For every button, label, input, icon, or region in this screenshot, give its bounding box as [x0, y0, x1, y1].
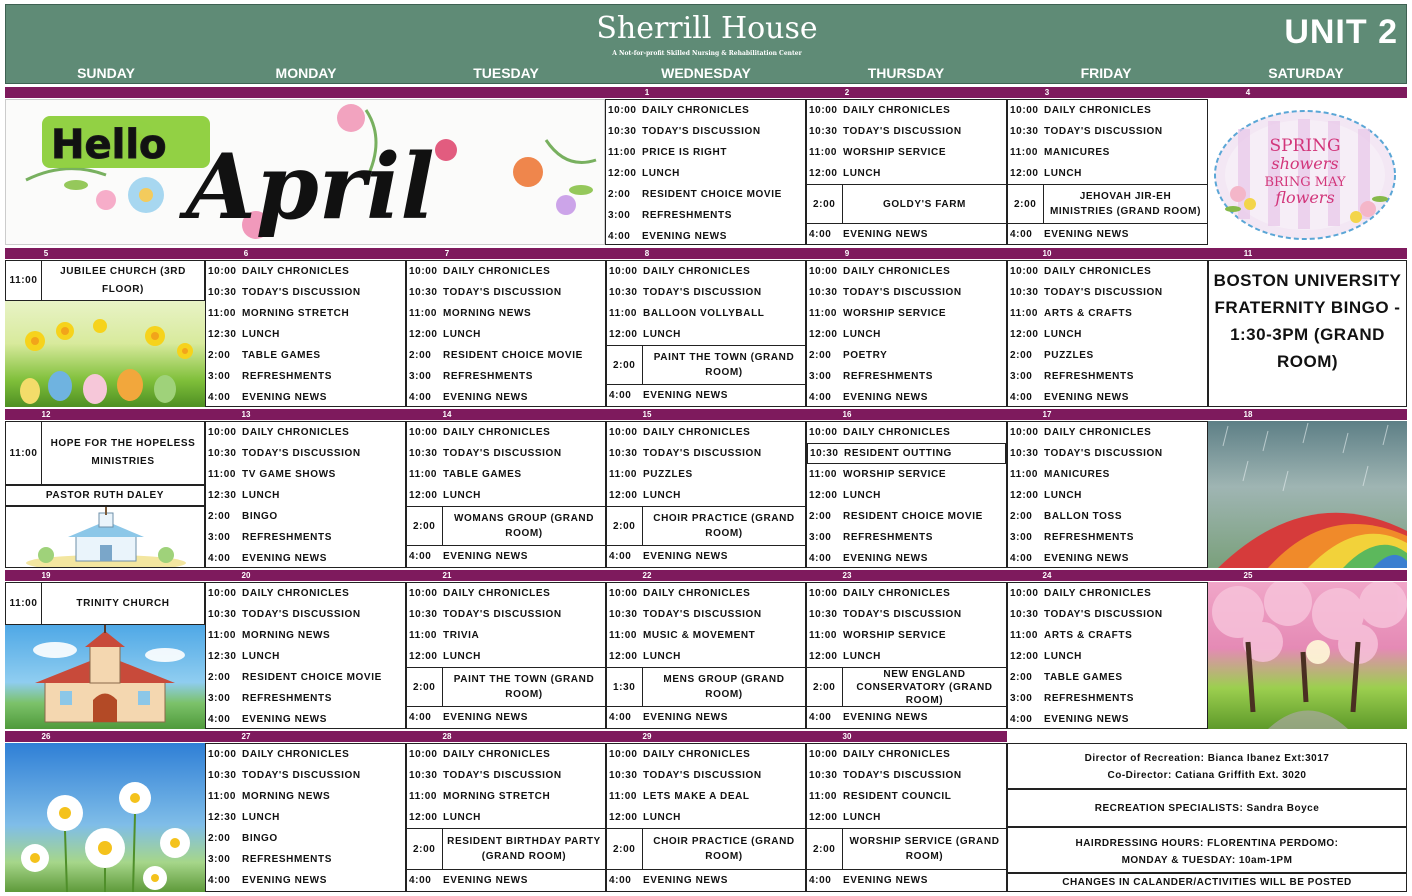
activity-row: 11:00 LETS MAKE A DEAL: [609, 791, 750, 802]
activity-row: 10:00 DAILY CHRONICLES: [409, 749, 551, 760]
activity-row: 4:00 EVENING NEWS: [809, 553, 928, 564]
day-header-sunday: SUNDAY: [77, 65, 135, 81]
day-header-wednesday: WEDNESDAY: [661, 65, 751, 81]
activity-row: 2:00 POETRY: [809, 350, 888, 361]
activity-row: 10:30 TODAY'S DISCUSSION: [609, 448, 762, 459]
page-subtitle: A Not-for-profit Skilled Nursing & Rehabilitation Center: [612, 50, 802, 57]
date-number: 24: [1042, 571, 1052, 580]
activity-row: 10:30 TODAY'S DISCUSSION: [409, 770, 562, 781]
activity-row: 2:00 PUZZLES: [1010, 350, 1094, 361]
activity-row: 11:00 PUZZLES: [609, 469, 693, 480]
activity-row-special: 1:30 MENS GROUP (GRAND ROOM): [607, 667, 805, 707]
date-number: 23: [842, 571, 852, 580]
church-image: [5, 625, 205, 729]
spring-text: SPRING: [1269, 136, 1341, 156]
activity-row: 10:30 TODAY'S DISCUSSION: [409, 287, 562, 298]
activity-row: 12:30 LUNCH: [208, 490, 280, 501]
church-cartoon-image: [5, 506, 205, 568]
date-number: 2: [844, 88, 850, 97]
activity-row: 10:30 TODAY'S DISCUSSION: [609, 287, 762, 298]
activity-row: 10:00 DAILY CHRONICLES: [809, 588, 951, 599]
activity-row: 12:00 LUNCH: [409, 651, 481, 662]
date-number: 16: [842, 410, 852, 419]
activity-row: 4:00 EVENING NEWS: [1010, 392, 1129, 403]
easter-daffodils-image: [5, 301, 205, 407]
hello-april-image: [5, 99, 605, 245]
date-number: 6: [243, 249, 249, 258]
day-cell-apr-30: [806, 743, 1007, 892]
activity-row: 2:00 TABLE GAMES: [1010, 672, 1123, 683]
activity-row: 11:00 TABLE GAMES: [409, 469, 522, 480]
day-cell-apr-14: [406, 421, 606, 568]
day-cell-apr-12: 11:00 HOPE FOR THE HOPELESS MINISTRIES: [5, 421, 205, 485]
activity-row: 10:00 DAILY CHRONICLES: [809, 427, 951, 438]
day-cell-apr-3: [1007, 99, 1208, 245]
activity-row: 4:00 EVENING NEWS: [1010, 229, 1129, 240]
activity-row-special: 2:00 WORSHIP SERVICE (GRAND ROOM): [807, 828, 1006, 870]
week-4-date-band: [5, 570, 1407, 581]
date-number: 14: [442, 410, 452, 419]
activity-row-special: 2:00 GOLDY'S FARM: [807, 184, 1006, 224]
activity-row: 4:00 EVENING NEWS: [409, 875, 528, 886]
day-cell-apr-23: [806, 582, 1007, 729]
activity-row: 3:00 REFRESHMENTS: [1010, 371, 1134, 382]
date-number: 28: [442, 732, 452, 741]
date-number: 1: [644, 88, 650, 97]
activity-row: 4:00 EVENING NEWS: [809, 712, 928, 723]
date-number: 19: [41, 571, 51, 580]
activity-row: 11:00 WORSHIP SERVICE: [809, 147, 947, 158]
day-cell-apr-28: [406, 743, 606, 892]
activity-row: 10:00 DAILY CHRONICLES: [1010, 266, 1152, 277]
activity-row: 10:30 TODAY'S DISCUSSION: [609, 770, 762, 781]
activity-row: 10:00 DAILY CHRONICLES: [409, 427, 551, 438]
day-header-tuesday: TUESDAY: [473, 65, 539, 81]
activity-row: 10:00 DAILY CHRONICLES: [609, 588, 751, 599]
activity-row: 2:00 TABLE GAMES: [208, 350, 321, 361]
bring-may-text: BRING MAY: [1264, 175, 1346, 190]
activity-row: 2:00 BINGO: [208, 833, 278, 844]
activity-row: 12:00 LUNCH: [409, 490, 481, 501]
activity-row-special: 2:00 CHOIR PRACTICE (GRAND ROOM): [607, 828, 805, 870]
activity-row: 10:30 TODAY'S DISCUSSION: [1010, 609, 1163, 620]
date-number: 8: [644, 249, 650, 258]
rainbow-umbrella-image: [1208, 421, 1407, 568]
activity-row: 10:00 DAILY CHRONICLES: [1010, 427, 1152, 438]
date-number: 7: [444, 249, 450, 258]
date-number: 29: [642, 732, 652, 741]
activity-row-special: 2:00 WOMANS GROUP (GRAND ROOM): [407, 506, 605, 546]
day-cell-apr-1: [605, 99, 806, 245]
activity-row: 10:30 TODAY'S DISCUSSION: [1010, 287, 1163, 298]
day-cell-apr-16: [806, 421, 1007, 568]
activity-row: 3:00 REFRESHMENTS: [809, 371, 933, 382]
activity-row: 12:00 LUNCH: [809, 329, 881, 340]
activity-row: 3:00 REFRESHMENTS: [208, 693, 332, 704]
activity-row: 11:00 PRICE IS RIGHT: [608, 147, 728, 158]
day-cell-apr-11: BOSTON UNIVERSITY FRATERNITY BINGO - 1:30-3PM (GRAND ROOM): [1208, 260, 1407, 407]
activity-row: 11:00 MANICURES: [1010, 147, 1110, 158]
week-3-date-band: [5, 409, 1407, 420]
codirector-line: Co-Director: Catiana Griffith Ext. 3020: [1107, 770, 1307, 781]
date-number: 15: [642, 410, 652, 419]
activity-row: 12:00 LUNCH: [1010, 651, 1082, 662]
activity-row-highlight: 10:30 RESIDENT OUTTING: [807, 443, 1006, 464]
hairdressing-info: [1007, 827, 1407, 873]
activity-row: 12:00 LUNCH: [809, 490, 881, 501]
activity-row: 10:30 TODAY'S DISCUSSION: [409, 448, 562, 459]
activity-row: 11:00 RESIDENT COUNCIL: [809, 791, 952, 802]
date-number: 27: [241, 732, 251, 741]
activity-row: 12:00 LUNCH: [809, 651, 881, 662]
activity-row: 4:00 EVENING NEWS: [608, 231, 727, 242]
activity-row: 10:30 TODAY'S DISCUSSION: [208, 287, 361, 298]
activity-row: 12:30 LUNCH: [208, 812, 280, 823]
activity-row: 12:00 LUNCH: [1010, 329, 1082, 340]
activity-row: 12:00 LUNCH: [1010, 490, 1082, 501]
day-cell-apr-29: [606, 743, 806, 892]
activity-row-special: 2:00 PAINT THE TOWN (GRAND ROOM): [607, 345, 805, 385]
activity-row: 10:00 DAILY CHRONICLES: [809, 749, 951, 760]
activity-row: 10:00 DAILY CHRONICLES: [609, 266, 751, 277]
activity-row: 11:00 MORNING NEWS: [208, 791, 331, 802]
activity-row: 12:00 LUNCH: [1010, 168, 1082, 179]
activity-row: 3:00 REFRESHMENTS: [208, 854, 332, 865]
hairdressing-line-1: HAIRDRESSING HOURS: FLORENTINA PERDOMO:: [1075, 838, 1339, 849]
cherry-blossom-image: [1208, 582, 1407, 729]
activity-row: 10:30 TODAY'S DISCUSSION: [809, 609, 962, 620]
activity-row: 12:00 LUNCH: [609, 490, 681, 501]
april-word: April: [186, 134, 435, 240]
activity-row: 12:00 LUNCH: [609, 329, 681, 340]
date-number: 18: [1243, 410, 1253, 419]
activity-row: 4:00 EVENING NEWS: [609, 712, 728, 723]
showers-text: showers: [1271, 154, 1339, 173]
activity-row: 11:00 MUSIC & MOVEMENT: [609, 630, 756, 641]
activity-row: 2:00 BALLON TOSS: [1010, 511, 1123, 522]
activity-row: 10:00 DAILY CHRONICLES: [609, 749, 751, 760]
day-cell-apr-19: 11:00 TRINITY CHURCH: [5, 582, 205, 625]
activity-row: 11:00 TV GAME SHOWS: [208, 469, 336, 480]
activity-row: 10:30 TODAY'S DISCUSSION: [208, 770, 361, 781]
activity-row: 3:00 REFRESHMENTS: [1010, 693, 1134, 704]
daisies-image: [5, 743, 205, 892]
activity-row: 4:00 EVENING NEWS: [809, 392, 928, 403]
day-cell-apr-7: [406, 260, 606, 407]
date-number: 5: [43, 249, 49, 258]
activity-row: 10:30 TODAY'S DISCUSSION: [608, 126, 761, 137]
flowers-text: flowers: [1275, 188, 1335, 207]
activity-row: 10:00 DAILY CHRONICLES: [809, 266, 951, 277]
hairdressing-line-2: MONDAY & TUESDAY: 10am-1PM: [1121, 855, 1293, 866]
activity-row: 11:00 ARTS & CRAFTS: [1010, 630, 1133, 641]
activity-row: 10:00 DAILY CHRONICLES: [208, 266, 350, 277]
day-cell-apr-2: [806, 99, 1007, 245]
activity-row: 10:00 DAILY CHRONICLES: [208, 749, 350, 760]
director-line: Director of Recreation: Bianca Ibanez Ext:3017: [1084, 753, 1330, 764]
activity-row: 10:00 DAILY CHRONICLES: [609, 427, 751, 438]
activity-row: 12:00 LUNCH: [609, 812, 681, 823]
activity-row: 10:30 TODAY'S DISCUSSION: [609, 609, 762, 620]
date-number: 26: [41, 732, 51, 741]
day-cell-apr-24: [1007, 582, 1208, 729]
day-cell-apr-10: [1007, 260, 1208, 407]
activity-row: 10:00 DAILY CHRONICLES: [409, 266, 551, 277]
date-number: 11: [1243, 249, 1253, 258]
activity-row: 11:00 TRIVIA: [409, 630, 480, 641]
activity-row: 10:30 TODAY'S DISCUSSION: [409, 609, 562, 620]
day-cell-apr-5: 11:00 JUBILEE CHURCH (3RD FLOOR): [5, 260, 205, 301]
activity-row: 11:00 WORSHIP SERVICE: [809, 469, 947, 480]
activity-row: 4:00 EVENING NEWS: [809, 875, 928, 886]
date-number: 12: [41, 410, 51, 419]
activity-row: 10:00 DAILY CHRONICLES: [208, 427, 350, 438]
activity-row: 4:00 EVENING NEWS: [409, 392, 528, 403]
activity-row: 12:00 LUNCH: [409, 329, 481, 340]
activity-row: 11:00 WORSHIP SERVICE: [809, 308, 947, 319]
day-cell-apr-27: [205, 743, 406, 892]
date-number: 3: [1044, 88, 1050, 97]
activity-row: 4:00 EVENING NEWS: [1010, 714, 1129, 725]
activity-row: 2:00 RESIDENT CHOICE MOVIE: [809, 511, 983, 522]
date-number: 17: [1042, 410, 1052, 419]
activity-row: 3:00 REFRESHMENTS: [1010, 532, 1134, 543]
activity-row: 12:00 LUNCH: [608, 168, 680, 179]
day-header-friday: FRIDAY: [1080, 65, 1132, 81]
activity-row: 4:00 EVENING NEWS: [208, 553, 327, 564]
activity-row: 10:30 TODAY'S DISCUSSION: [1010, 126, 1163, 137]
specialists-info: RECREATION SPECIALISTS: Sandra Boyce: [1007, 789, 1407, 827]
activity-row: 11:00 MORNING NEWS: [409, 308, 532, 319]
activity-row: 2:00 BINGO: [208, 511, 278, 522]
activity-row: 10:30 TODAY'S DISCUSSION: [809, 287, 962, 298]
activity-row: 11:00 MORNING STRETCH: [409, 791, 551, 802]
day-cell-apr-8: [606, 260, 806, 407]
day-header-thursday: THURSDAY: [867, 65, 945, 81]
date-number: 20: [241, 571, 251, 580]
date-number: 4: [1245, 88, 1251, 97]
day-cell-apr-13: [205, 421, 406, 568]
activity-row: 2:00 RESIDENT CHOICE MOVIE: [208, 672, 382, 683]
activity-row: 3:00 REFRESHMENTS: [608, 210, 732, 221]
activity-row: 10:30 TODAY'S DISCUSSION: [208, 448, 361, 459]
activity-row: 12:30 LUNCH: [208, 329, 280, 340]
date-number: 9: [844, 249, 850, 258]
day-cell-apr-9: [806, 260, 1007, 407]
activity-row: 12:00 LUNCH: [809, 168, 881, 179]
director-info: [1007, 743, 1407, 789]
activity-row: 2:00 RESIDENT CHOICE MOVIE: [409, 350, 583, 361]
activity-row-special: 2:00 JEHOVAH JIR-EH MINISTRIES (GRAND ROOM): [1008, 184, 1207, 224]
activity-row: 4:00 EVENING NEWS: [1010, 553, 1129, 564]
date-number: 30: [842, 732, 852, 741]
activity-row-special: 2:00 PAINT THE TOWN (GRAND ROOM): [407, 667, 605, 707]
day-cell-apr-20: [205, 582, 406, 729]
day-cell-apr-6: [205, 260, 406, 407]
activity-row: 11:00 MORNING STRETCH: [208, 308, 350, 319]
pastor-label: PASTOR RUTH DALEY: [5, 485, 205, 506]
activity-row: 12:30 LUNCH: [208, 651, 280, 662]
activity-row: 10:00 DAILY CHRONICLES: [608, 105, 750, 116]
day-header-monday: MONDAY: [275, 65, 337, 81]
week-2-date-band: [5, 248, 1407, 259]
activity-row: 4:00 EVENING NEWS: [208, 714, 327, 725]
activity-row: 10:00 DAILY CHRONICLES: [1010, 588, 1152, 599]
activity-row: 10:30 TODAY'S DISCUSSION: [809, 126, 962, 137]
day-cell-apr-22: [606, 582, 806, 729]
activity-row: 3:00 REFRESHMENTS: [409, 371, 533, 382]
activity-row: 12:00 LUNCH: [609, 651, 681, 662]
activity-row: 11:00 ARTS & CRAFTS: [1010, 308, 1133, 319]
activity-row: 4:00 EVENING NEWS: [409, 551, 528, 562]
day-cell-apr-21: [406, 582, 606, 729]
activity-row-special: 2:00 CHOIR PRACTICE (GRAND ROOM): [607, 506, 805, 546]
activity-row: 10:00 DAILY CHRONICLES: [208, 588, 350, 599]
activity-row: 4:00 EVENING NEWS: [809, 229, 928, 240]
activity-row: 12:00 LUNCH: [809, 812, 881, 823]
activity-row: 10:30 TODAY'S DISCUSSION: [809, 770, 962, 781]
day-cell-apr-15: [606, 421, 806, 568]
activity-row: 11:00 MORNING NEWS: [208, 630, 331, 641]
activity-row: 2:00 RESIDENT CHOICE MOVIE: [608, 189, 782, 200]
activity-row: 3:00 REFRESHMENTS: [208, 371, 332, 382]
week-1-date-band: [5, 87, 1407, 98]
activity-row: 4:00 EVENING NEWS: [208, 392, 327, 403]
page-title: Sherrill House: [596, 11, 818, 46]
day-cell-apr-17: [1007, 421, 1208, 568]
activity-row: 10:00 DAILY CHRONICLES: [409, 588, 551, 599]
unit-label: UNIT 2: [1284, 13, 1398, 51]
hello-word: Hello: [51, 122, 167, 168]
activity-row: 4:00 EVENING NEWS: [609, 551, 728, 562]
date-number: 22: [642, 571, 652, 580]
activity-row: 10:00 DAILY CHRONICLES: [809, 105, 951, 116]
date-number: 21: [442, 571, 452, 580]
activity-row: 3:00 REFRESHMENTS: [809, 532, 933, 543]
activity-row: 11:00 MANICURES: [1010, 469, 1110, 480]
activity-row: 3:00 REFRESHMENTS: [208, 532, 332, 543]
activity-row-special: 2:00 RESIDENT BIRTHDAY PARTY (GRAND ROOM): [407, 828, 605, 870]
activity-row: 4:00 EVENING NEWS: [409, 712, 528, 723]
activity-row: 10:00 DAILY CHRONICLES: [1010, 105, 1152, 116]
changes-notice: CHANGES IN CALANDER/ACTIVITIES WILL BE POSTED: [1007, 873, 1407, 892]
date-number: 13: [241, 410, 251, 419]
spring-showers-image: [1208, 99, 1407, 245]
date-number: 25: [1243, 571, 1253, 580]
calendar-header: [5, 4, 1407, 84]
activity-row: 11:00 BALLOON VOLLYBALL: [609, 308, 765, 319]
activity-row: 4:00 EVENING NEWS: [208, 875, 327, 886]
activity-row-special: 2:00 NEW ENGLAND CONSERVATORY (GRAND ROOM): [807, 667, 1006, 707]
activity-row: 10:30 TODAY'S DISCUSSION: [1010, 448, 1163, 459]
date-number: 10: [1042, 249, 1052, 258]
activity-row: 10:30 TODAY'S DISCUSSION: [208, 609, 361, 620]
activity-row: 11:00 WORSHIP SERVICE: [809, 630, 947, 641]
activity-row: 12:00 LUNCH: [409, 812, 481, 823]
day-header-saturday: SATURDAY: [1268, 65, 1344, 81]
activity-row: 4:00 EVENING NEWS: [609, 390, 728, 401]
activity-row: 4:00 EVENING NEWS: [609, 875, 728, 886]
